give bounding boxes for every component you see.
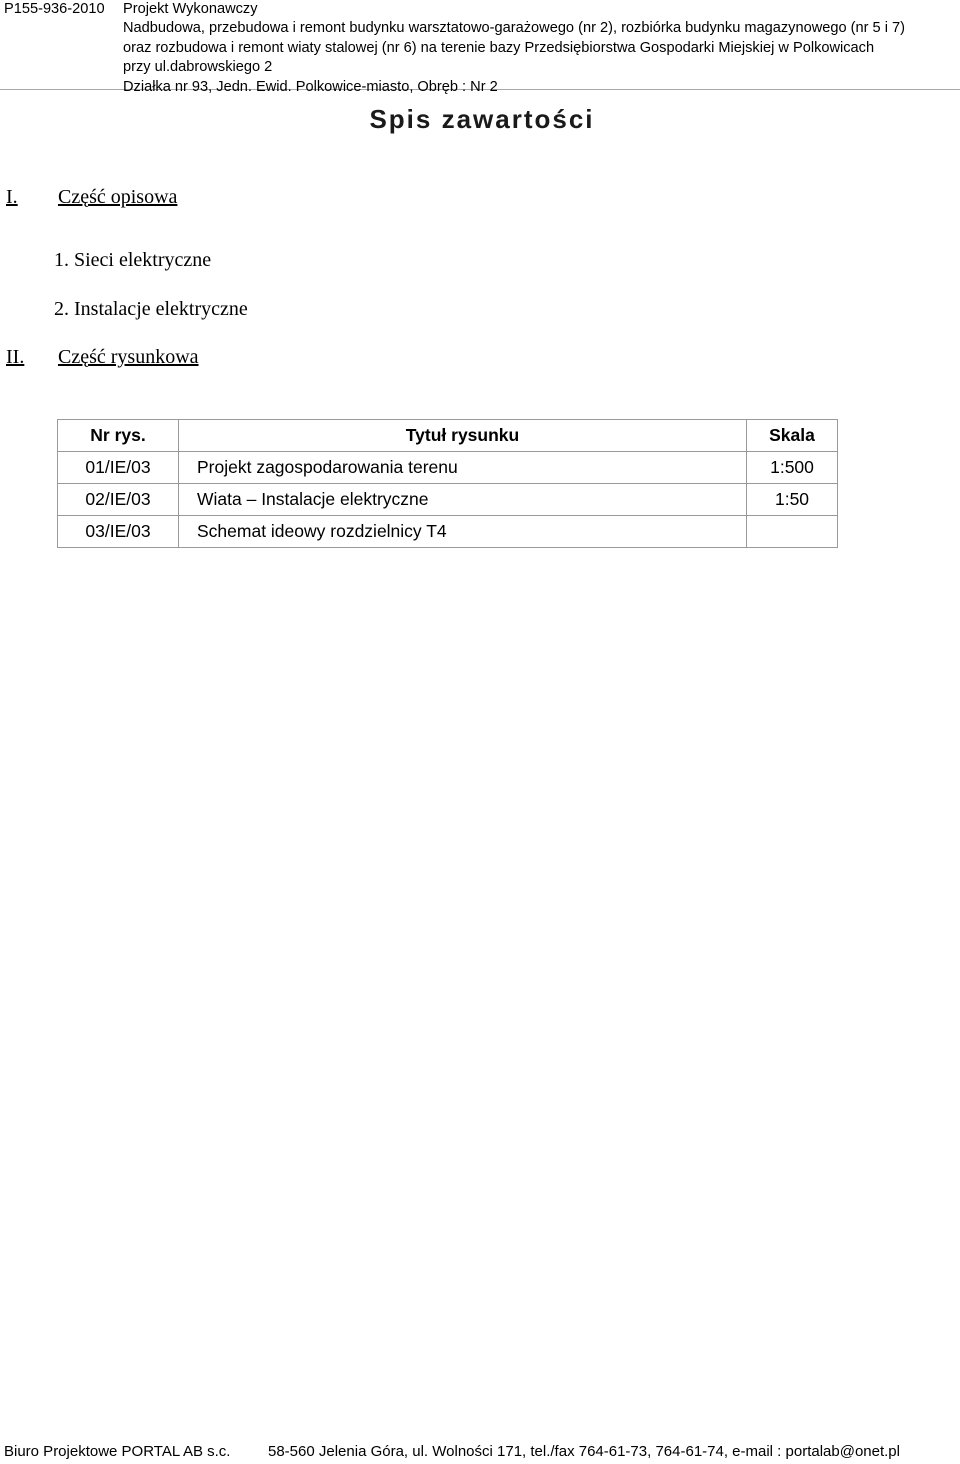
drawing-number: 03/IE/03 [58,516,179,548]
drawing-title: Schemat ideowy rozdzielnicy T4 [179,516,747,548]
project-number: P155-936-2010 [4,1,105,17]
project-kind: Projekt Wykonawczy [123,1,258,17]
table-row [58,484,838,516]
list-item: 2. Instalacje elektryczne [54,298,248,320]
drawing-scale: 1:500 [747,452,838,484]
table-row [58,452,838,484]
page-footer [4,1443,900,1460]
column-header-title: Tytuł rysunku [179,420,747,452]
section-label: Część opisowa [58,186,178,208]
column-header-number: Nr rys. [58,420,179,452]
section-label: Część rysunkowa [58,346,199,368]
table-row [58,516,838,548]
drawing-scale: 1:50 [747,484,838,516]
drawing-title: Wiata – Instalacje elektryczne [179,484,747,516]
footer-company: Biuro Projektowe PORTAL AB s.c. [4,1443,231,1460]
drawing-number: 01/IE/03 [58,452,179,484]
table-header-row [58,420,838,452]
section-number: II. [6,346,25,368]
drawing-title: Projekt zagospodarowania terenu [179,452,747,484]
description-line: przy ul.dabrowskiego 2 [123,59,273,75]
project-description [123,19,958,97]
page-title: Spis zawartości [369,104,595,134]
list-item: 1. Sieci elektryczne [54,249,212,271]
page-header [0,0,960,95]
footer-address: 58-560 Jelenia Góra, ul. Wolności 171, tel./fax 764-61-73, 764-61-74, e-mail : portalab@onet.pl [268,1443,900,1460]
column-header-scale: Skala [747,420,838,452]
description-line: Nadbudowa, przebudowa i remont budynku warsztatowo-garażowego (nr 2), rozbiórka budynku magazynowego (nr 5 i 7) [123,20,905,36]
drawing-scale [747,516,838,548]
drawings-table [57,419,838,548]
description-line: oraz rozbudowa i remont wiaty stalowej (nr 6) na terenie bazy Przedsiębiorstwa Gospodarki Miejskiej w Polkowicach [123,39,875,56]
drawing-number: 02/IE/03 [58,484,179,516]
description-line: Działka nr 93, Jedn. Ewid. Polkowice-miasto, Obręb : Nr 2 [123,78,498,95]
section-number: I. [6,186,18,208]
